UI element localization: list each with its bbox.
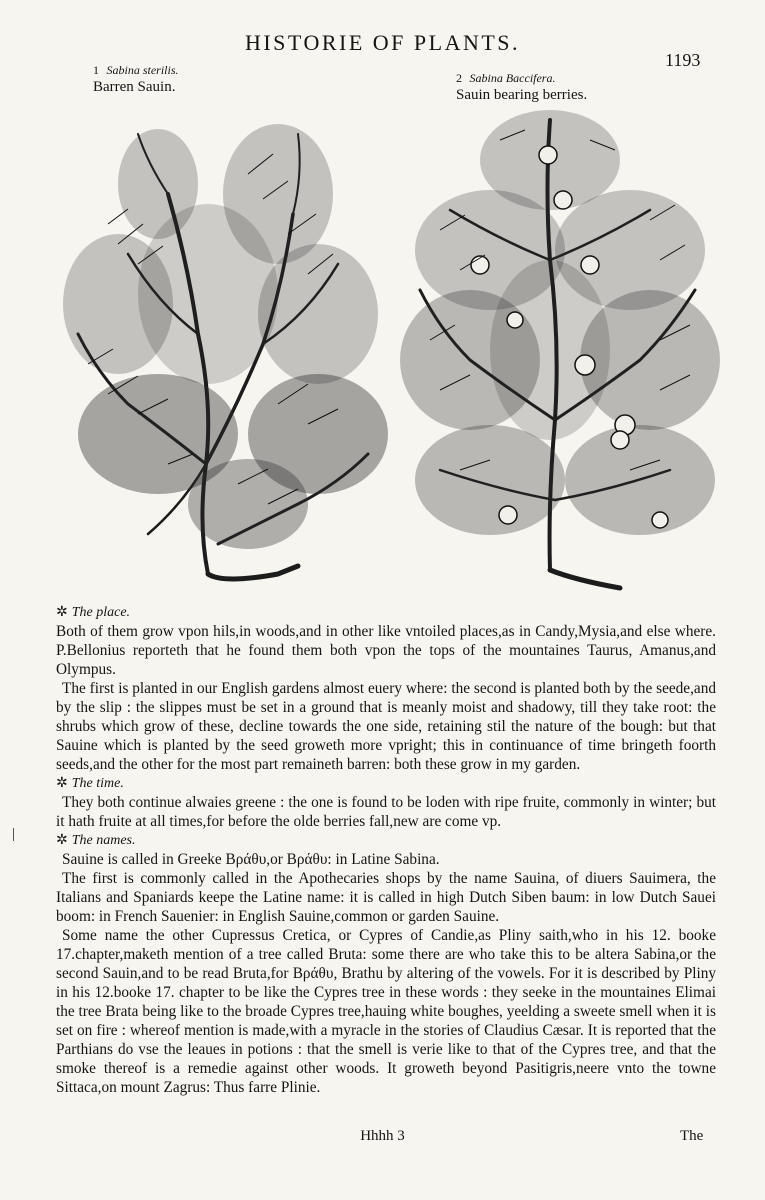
figure-2-caption [456, 70, 587, 103]
place-paragraph-2: The first is planted in our English gardens almost euery where: the second is planted both by the seede,and by the slip : the slippes must be set in a ground that is meanly moist and shadowy, till they take root: the shrubs which grow of these, decline towards the one side, retaining stil the nature of the bough: but that Sauine which is planted by the seed groweth more vpright; this in continuance of time bringeth foorth seeds,and the other for the most part remaineth barren: both these grow in my garden. [56, 680, 716, 773]
figure-2-english-name: Sauin bearing berries. [456, 87, 588, 103]
section-heading-names: ✲ The names. [56, 833, 136, 848]
berry-sauin-woodcut [400, 100, 720, 600]
figure-1-caption [93, 62, 179, 95]
section-heading-place: ✲ The place. [56, 605, 131, 620]
figure-1-latin-name: Sabina sterilis. [106, 63, 179, 77]
names-paragraph-1: Sauine is called in Greeke Βράθυ,or Βράθυ: in Latine Sabina. [62, 851, 440, 868]
margin-mark: | [12, 826, 16, 842]
time-paragraph-1: They both continue alwaies greene : the one is found to be loden with ripe fruite, commonly in winter; but it hath fruite at all times,for before the olde berries fall,new are come vp. [56, 794, 716, 830]
body-text [56, 603, 716, 1097]
asterism-icon: ✲ [56, 776, 68, 791]
names-paragraph-2: The first is commonly called in the Apothecaries shops by the name Sauina, of diuers Sauimera, the Italians and Spaniards keepe the Latine name: it is called in high Dutch Siben baum: in low Dutch Sauei boom: in French Sauenier: in English Sauine,common or garden Sauine. [56, 870, 716, 925]
catchword: The [680, 1128, 704, 1144]
barren-sauin-woodcut [48, 104, 393, 594]
signature-mark: Hhhh 3 [360, 1128, 405, 1144]
running-head: HISTORIE OF PLANTS. [244, 30, 521, 55]
asterism-icon: ✲ [56, 833, 68, 848]
figure-1-number: 1 [93, 63, 99, 77]
section-heading-time: ✲ The time. [56, 776, 124, 791]
names-paragraph-3: Some name the other Cupressus Cretica, or Cypres of Candie,as Pliny saith,who in his 12. booke 17.chapter,maketh mention of a tree called Bruta: some there are who take this to be altera Sabina,or the second Sauin,and to be read Bruta,for Βράθυ, Brathu by altering of the vowels. For it is described by Pliny in his 12.booke 17. chapter to be like the Cypres tree in these words : they seeke in the mountaines Elimai the tree Brata being like to the broade Cypres tree,hauing white boughes, yeelding a sweete smell when it is set on fire : whereof mention is made,with a myracle in the stories of Claudius Cæsar. It is reported that the Parthians do vse the leaues in potions : that the smell is verie like to that of the Cypres tree, and that the smoke thereof is a remedie against other woods. It groweth beyond Pasitigris,neere vnto the towne Sittaca,on mount Zagrus: Thus farre Plinie. [56, 927, 716, 1096]
page-number: 1193 [665, 50, 701, 70]
asterism-icon: ✲ [56, 605, 68, 620]
figure-2-number: 2 [456, 71, 462, 85]
figure-1-english-name: Barren Sauin. [93, 79, 176, 95]
place-paragraph-1: Both of them grow vpon hils,in woods,and in other like vntoiled places,as in Candy,Mysia,and else where. P.Bellonius reporteth that he found them both vpon the tops of the mountaines Taurus, Amanus,and Olympus. [56, 623, 716, 678]
figure-2-latin-name: Sabina Baccifera. [469, 71, 556, 85]
